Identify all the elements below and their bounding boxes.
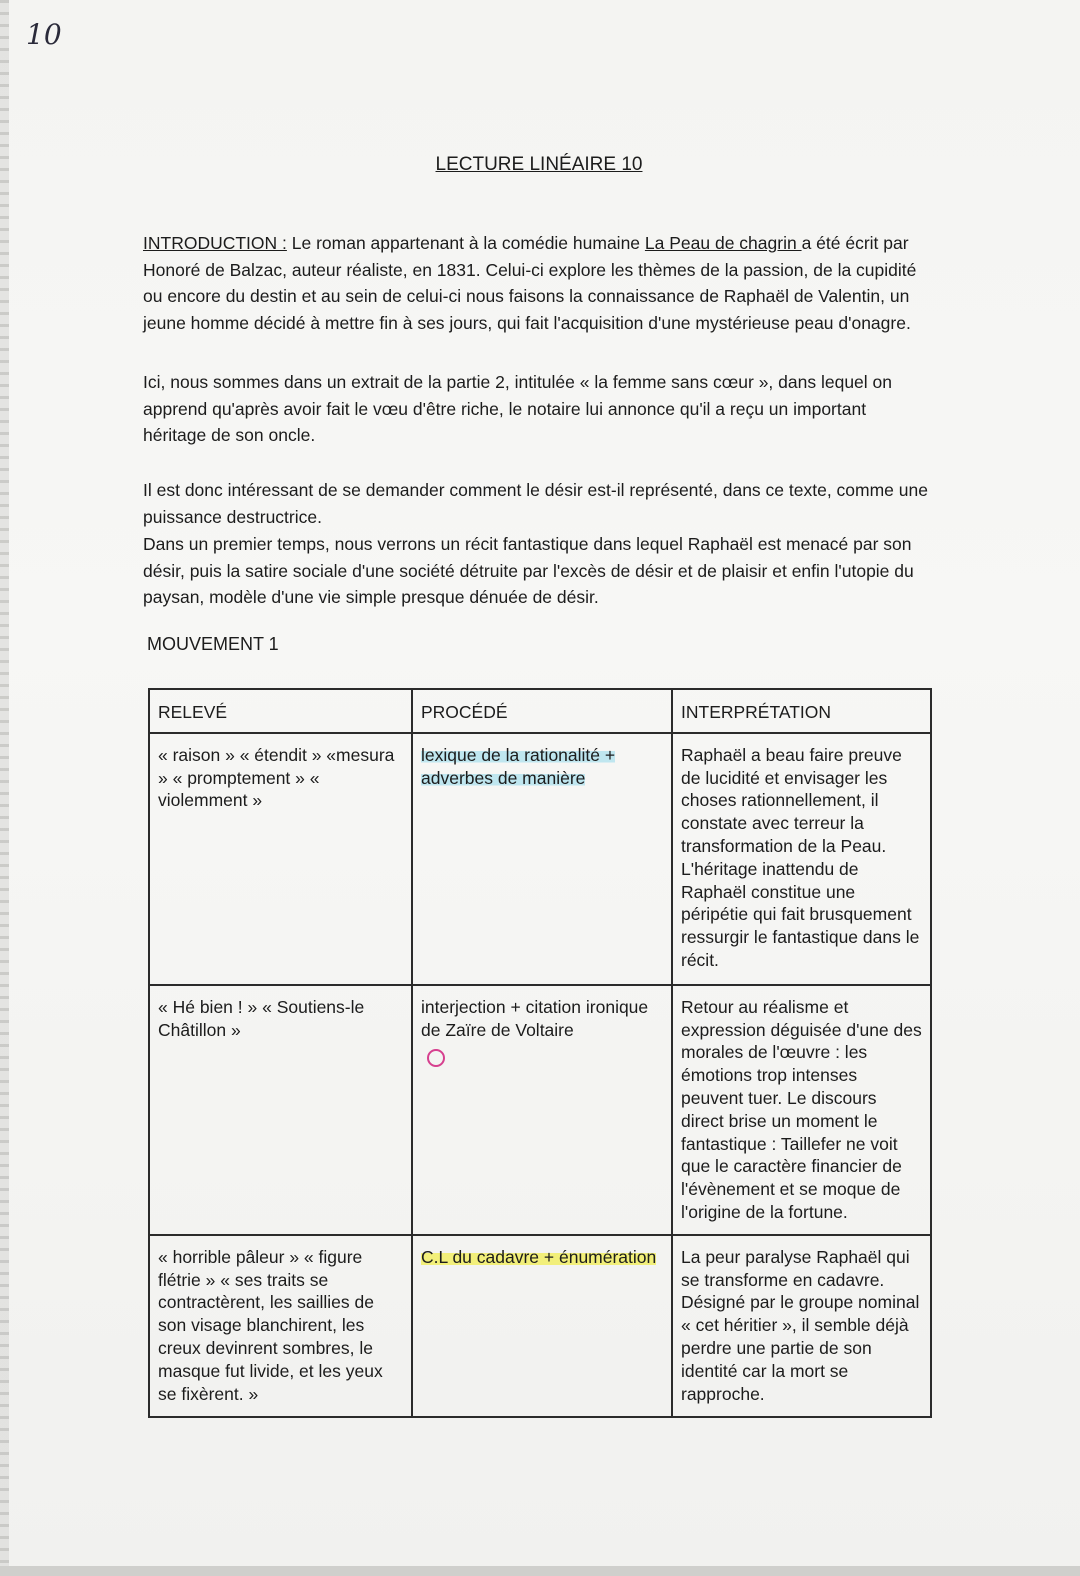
bottom-edge [0, 1566, 1080, 1576]
problematic-paragraph: Il est donc intéressant de se demander comment le désir est-il représenté, dans ce texte, comme une puissance destructrice. [143, 480, 928, 527]
cell-procede [412, 1235, 672, 1417]
handwritten-page-number: 10 [26, 18, 62, 51]
highlighted-procede: C.L du cadavre + énumération [421, 1246, 657, 1267]
cell-interpretation: Raphaël a beau faire preuve de lucidité et envisager les choses rationnellement, il constate avec terreur la transformation de la Peau. L'héritage inattendu de Raphaël constitue une péripétie qui fait brusquement ressurgir le fantastique dans le récit. [672, 733, 931, 985]
table-row [149, 733, 931, 985]
intro-label: INTRODUCTION : [143, 233, 287, 253]
table-row [149, 1235, 931, 1417]
cell-releve: « Hé bien ! » « Soutiens-le Châtillon » [149, 985, 412, 1235]
cell-interpretation: Retour au réalisme et expression déguisée d'une des morales de l'œuvre : les émotions trop intenses peuvent tuer. Le discours direct brise un moment le fantastique : Taillefer ne voit que le caractère financier de l'évènement et se moque de l'origine de la fortune. [672, 985, 931, 1235]
table-row [149, 985, 931, 1235]
header-interpretation: INTERPRÉTATION [672, 689, 931, 733]
intro-paragraph-2: Ici, nous sommes dans un extrait de la partie 2, intitulée « la femme sans cœur », dans lequel on apprend qu'après avoir fait le vœu d'être riche, le notaire lui annonce qu'il a reçu un important héritage de son oncle. [143, 372, 892, 445]
cell-releve: « raison » « étendit » «mesura » « promptement » « violemment » [149, 733, 412, 985]
header-releve: RELEVÉ [149, 689, 412, 733]
analysis-table [148, 688, 932, 1418]
cell-interpretation: La peur paralyse Raphaël qui se transforme en cadavre. Désigné par le groupe nominal « cet héritier », il semble déjà perdre une partie de son identité car la mort se rapproche. [672, 1235, 931, 1417]
binder-edge [0, 0, 9, 1576]
header-procede: PROCÉDÉ [412, 689, 672, 733]
circle-icon [427, 1049, 445, 1067]
intro-paragraph-1: INTRODUCTION : Le roman appartenant à la comédie humaine La Peau de chagrin a été écrit par Honoré de Balzac, auteur réaliste, en 1831. Celui-ci explore les thèmes de la passion, de la cupidité ou encore du destin et au sein de celui-ci nous faisons la connaissance de Raphaël de Valentin, un jeune homme décidé à mettre fin à ses jours, qui fait l'acquisition d'une mystérieuse peau d'onagre. [143, 233, 917, 333]
highlighted-procede: lexique de la rationalité + adverbes de manière [421, 744, 616, 788]
book-title: La Peau de chagrin [644, 233, 802, 253]
table-header-row [149, 689, 931, 733]
cell-releve: « horrible pâleur » « figure flétrie » « ses traits se contractèrent, les saillies de son visage blanchirent, les creux devinrent sombres, le masque fut livide, et les yeux se fixèrent. » [149, 1235, 412, 1417]
cell-procede: interjection + citation ironique de Zaïre de Voltaire [412, 985, 672, 1235]
movement-heading: MOUVEMENT 1 [147, 634, 279, 654]
plan-paragraph: Dans un premier temps, nous verrons un récit fantastique dans lequel Raphaël est menacé par son désir, puis la satire sociale d'une société détruite par l'excès de désir et de plaisir et enfin l'utopie du paysan, modèle d'une vie simple presque dénuée de désir. [143, 534, 914, 607]
page-title: LECTURE LINÉAIRE 10 [435, 154, 643, 175]
cell-procede [412, 733, 672, 985]
